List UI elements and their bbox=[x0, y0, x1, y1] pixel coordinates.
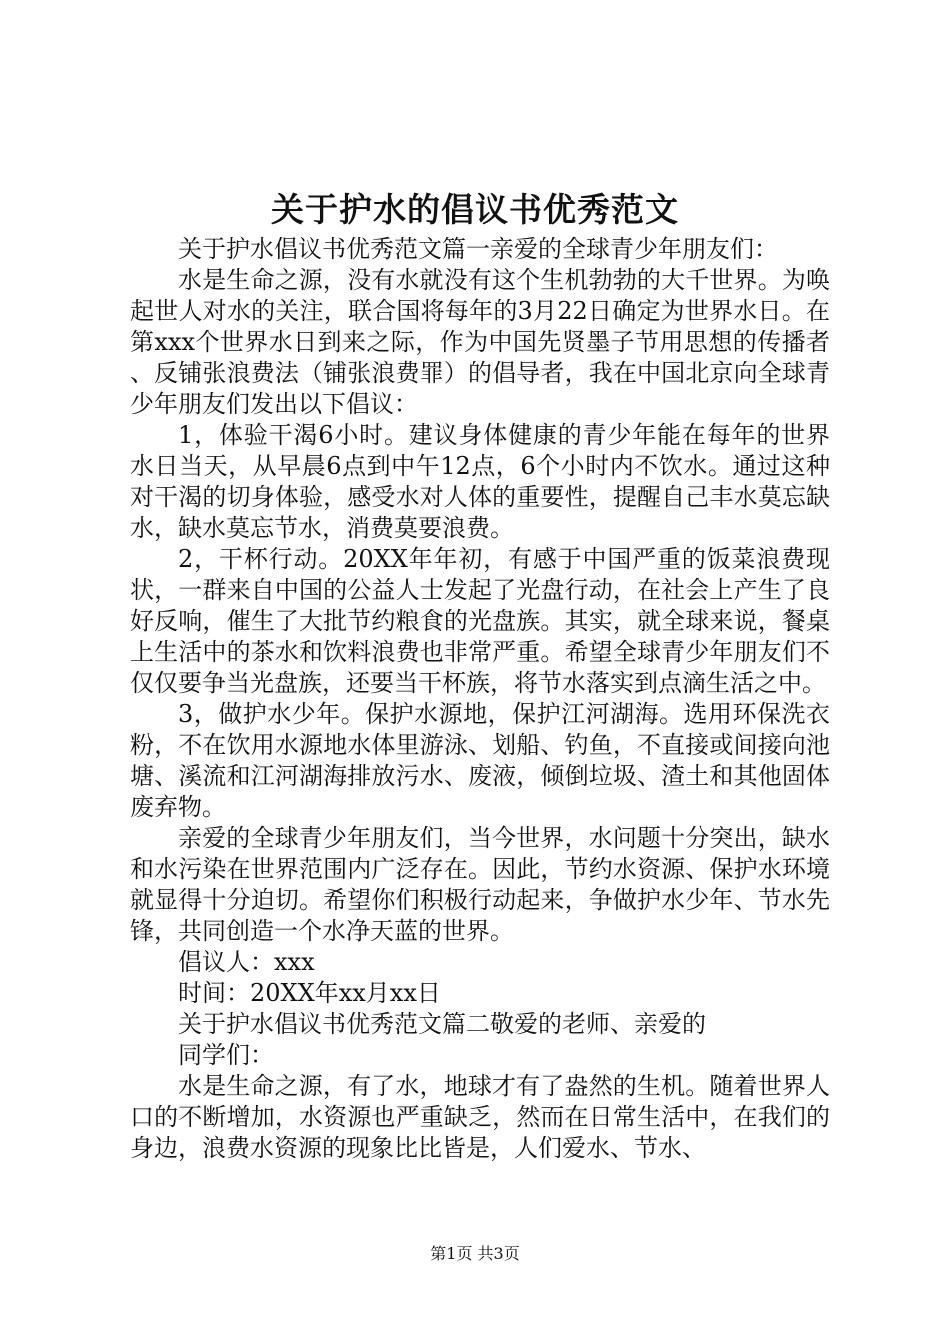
paragraph-item-2: 2，干杯行动。20XX年年初，有感于中国严重的饭菜浪费现状，一群来自中国的公益人士发起了光盘行动，在社会上产生了良好反响，催生了大批节约粮食的光盘族。其实，就全球来说，餐桌上生活中的茶水和饮料浪费也非常严重。希望全球青少年朋友们不仅仅要争当光盘族，还要当干杯族，将节水落实到点滴生活之中。 bbox=[130, 545, 830, 697]
paragraph-intro: 关于护水倡议书优秀范文篇一亲爱的全球青少年朋友们： bbox=[178, 235, 778, 263]
paragraph-item-1: 1，体验干渴6小时。建议身体健康的青少年能在每年的世界水日当天，从早晨6点到中午12点，6个小时内不饮水。通过这种对干渴的切身体验，感受水对人体的重要性，提醒自己丰水莫忘缺水，缺水莫忘节水，消费莫要浪费。 bbox=[130, 421, 830, 542]
paragraph-closing: 亲爱的全球青少年朋友们，当今世界，水问题十分突出，缺水和水污染在世界范围内广泛存在。因此，节约水资源、保护水环境就显得十分迫切。希望你们积极行动起来，争做护水少年、节水先锋，共同创造一个水净天蓝的世界。 bbox=[130, 824, 830, 945]
paragraph-water-source: 水是生命之源，没有水就没有这个生机勃勃的大千世界。为唤起世人对水的关注，联合国将每年的3月22日确定为世界水日。在第xxx个世界水日到来之际，作为中国先贤墨子节用思想的传播者、反铺张浪费法（铺张浪费罪）的倡导者，我在中国北京向全球青少年朋友们发出以下倡议： bbox=[130, 266, 830, 418]
document-title: 关于护水的倡议书优秀范文 bbox=[271, 190, 679, 229]
paragraph-item-3: 3，做护水少年。保护水源地，保护江河湖海。选用环保洗衣粉，不在饮用水源地水体里游泳、划船、钓鱼，不直接或间接向池塘、溪流和江河湖海排放污水、废液，倾倒垃圾、渣土和其他固体废弃物。 bbox=[130, 700, 830, 821]
page-footer: 第1页 共3页 bbox=[430, 1244, 520, 1263]
paragraph-part2-body: 水是生命之源，有了水，地球才有了盎然的生机。随着世界人口的不断增加，水资源也严重缺乏，然而在日常生活中，在我们的身边，浪费水资源的现象比比皆是，人们爱水、节水、 bbox=[130, 1072, 830, 1162]
document-body bbox=[130, 234, 830, 1164]
paragraph-part2-heading: 关于护水倡议书优秀范文篇二敬爱的老师、亲爱的 bbox=[178, 1010, 706, 1038]
date-line: 时间：20XX年xx月xx日 bbox=[178, 979, 441, 1007]
paragraph-part2-salutation: 同学们： bbox=[178, 1041, 274, 1069]
signature-line: 倡议人：xxx bbox=[178, 948, 315, 976]
